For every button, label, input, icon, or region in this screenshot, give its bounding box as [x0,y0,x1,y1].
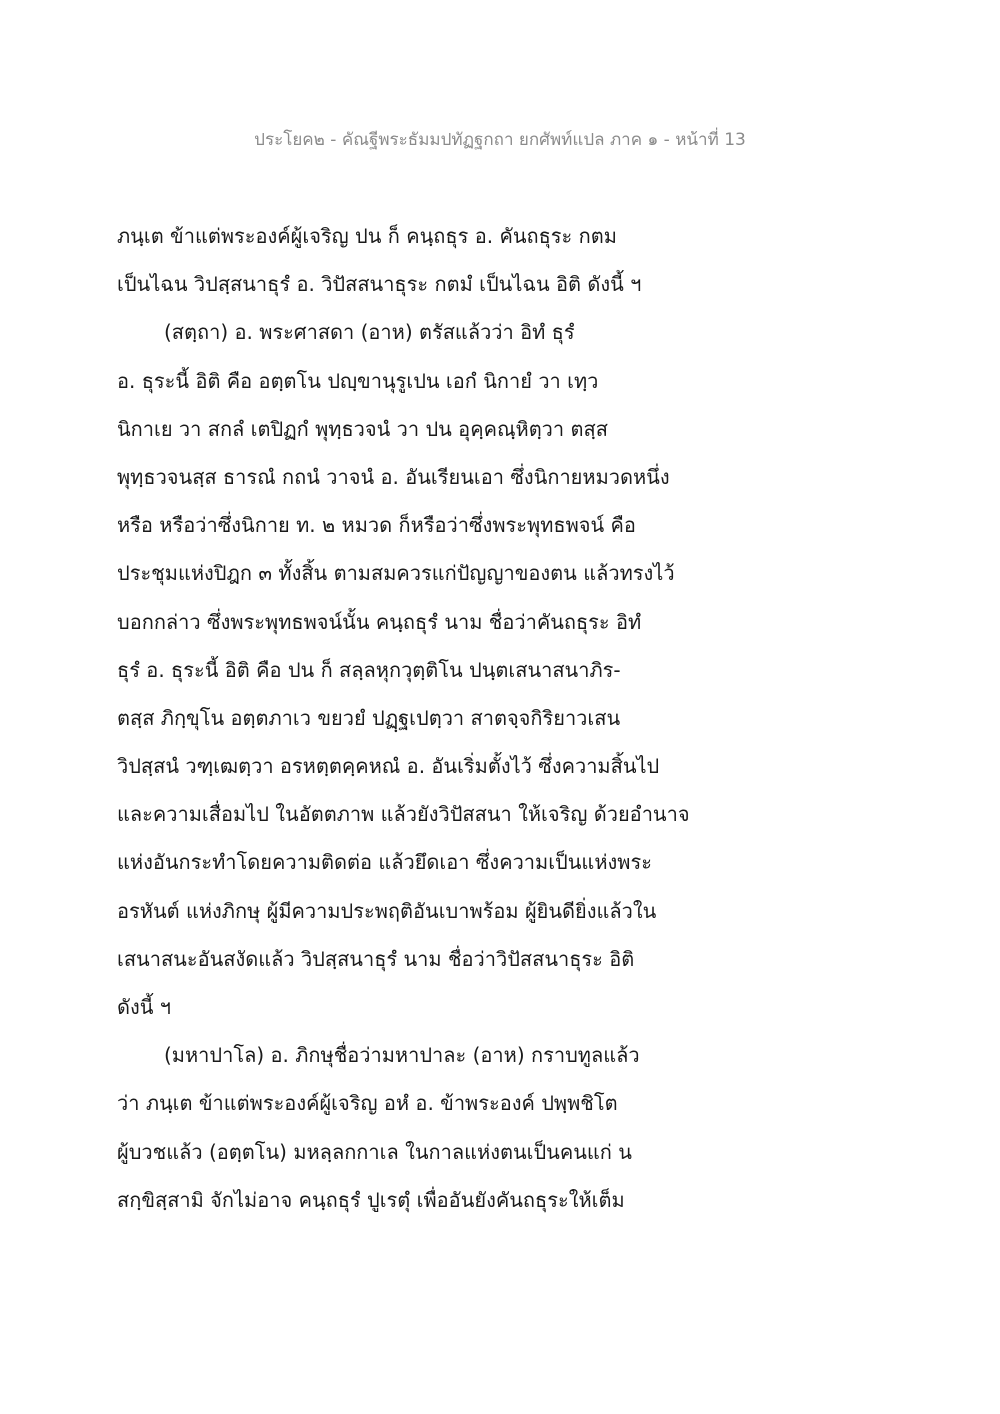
text-line: อ. ธุระนี้ อิติ คือ อตฺตโน ปญฺขานุรูเปน เอกํ นิกายํ วา เทฺว [117,368,599,393]
text-line: เสนาสนะอันสงัดแล้ว วิปสฺสนาธุรํ นาม ชื่อว่าวิปัสสนาธุระ อิติ [117,946,635,971]
text-line: เป็นไฉน วิปสฺสนาธุรํ อ. วิปัสสนาธุระ กตมํ เป็นไฉน อิติ ดังนี้ ฯ [117,272,642,297]
text-line: อรหันต์ แห่งภิกษุ ผู้มีความประพฤติอันเบาพร้อม ผู้ยินดียิ่งแล้วใน [117,898,657,923]
text-line: นิกาเย วา สกลํ เตปิฏกํ พุทฺธวจนํ วา ปน อุคฺคณฺหิตฺวา ตสฺส [117,416,608,441]
text-line: ประชุมแห่งปิฎก ๓ ทั้งสิ้น ตามสมควรแก่ปัญญาของตน แล้วทรงไว้ [117,561,675,586]
paragraph-start-line: (มหาปาโล) อ. ภิกษุชื่อว่ามหาปาละ (อาห) กราบทูลแล้ว [164,1043,640,1068]
running-header: ประโยค๒ - คัณฐีพระธัมมปทัฏฐกถา ยกศัพท์แปล ภาค ๑ - หน้าที่ 13 [254,130,746,150]
text-line: พุทฺธวจนสฺส ธารณํ กถนํ วาจนํ อ. อันเรียนเอา ซึ่งนิกายหมวดหนึ่ง [117,464,670,489]
body-text [117,212,737,1224]
text-line: บอกกล่าว ซึ่งพระพุทธพจน์นั้น คนฺถธุรํ นาม ชื่อว่าคันถธุระ อิทํ [117,609,642,634]
text-line: ภนฺเต ข้าแต่พระองค์ผู้เจริญ ปน ก็ คนฺถธุร อ. คันถธุระ กตม [117,224,617,248]
text-line: และความเสื่อมไป ในอัตตภาพ แล้วยังวิปัสสนา ให้เจริญ ด้วยอำนาจ [117,802,690,827]
text-line: ธุรํ อ. ธุระนี้ อิติ คือ ปน ก็ สลฺลหุกวุตฺติโน ปนฺตเสนาสนาภิร- [117,657,621,682]
paragraph-start-line: (สตฺถา) อ. พระศาสดา (อาห) ตรัสแล้วว่า อิทํ ธุรํ [164,320,575,345]
text-line: แห่งอันกระทำโดยความติดต่อ แล้วยึดเอา ซึ่งความเป็นแห่งพระ [117,850,652,875]
text-line: สกฺขิสฺสามิ จักไม่อาจ คนฺถธุรํ ปูเรตุํ เพื่ออันยังคันถธุระให้เต็ม [117,1187,625,1212]
text-line: ตสฺส ภิกฺขุโน อตฺตภาเว ขยวยํ ปฏฺฐเปตฺวา สาตจฺจกิริยาวเสน [117,705,621,730]
text-line: ผู้บวชแล้ว (อตฺตโน) มหลฺลกกาเล ในกาลแห่งตนเป็นคนแก่ น [117,1139,632,1164]
text-line: ดังนี้ ฯ [117,995,172,1019]
text-line: ว่า ภนฺเต ข้าแต่พระองค์ผู้เจริญ อหํ อ. ข้าพระองค์ ปพฺพชิโต [117,1091,618,1116]
text-line: วิปสฺสนํ วฑฺเฒตฺวา อรหตฺตคฺคหณํ อ. อันเริ่มตั้งไว้ ซึ่งความสิ้นไป [117,754,660,779]
text-line: หรือ หรือว่าซึ่งนิกาย ท. ๒ หมวด ก็หรือว่าซึ่งพระพุทธพจน์ คือ [117,513,636,538]
